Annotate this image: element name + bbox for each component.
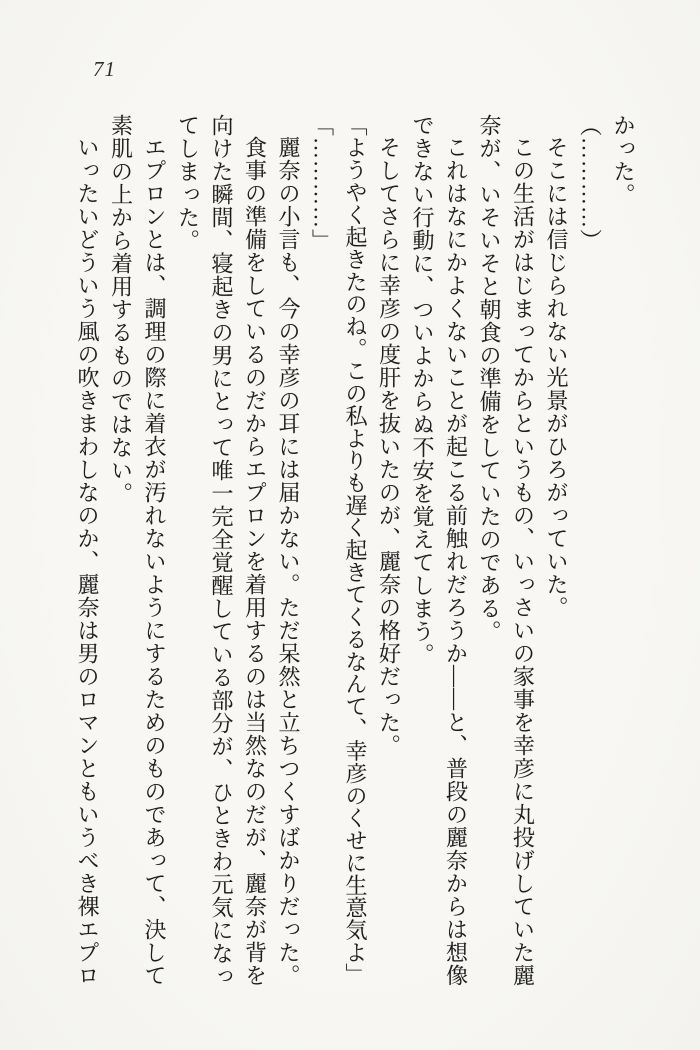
paragraph: 食事の準備をしているのだからエプロンを着用するのは当然なのだが、麗奈が背を向けた瞬間、寝起きの男にとって唯一完全覚醒している部分が、ひときわ元気になってしまった。 [175, 114, 268, 988]
paragraph: いったいどういう風の吹きまわしなのか、麗奈は男のロマンともいうべき裸エプロ [75, 136, 100, 987]
paragraph: 麗奈の小言も、今の幸彦の耳には届かない。ただ呆然と立ちつくすばかりだった。 [276, 136, 301, 987]
paragraph: そしてさらに幸彦の度肝を抜いたのが、麗奈の格好だった。 [376, 136, 402, 757]
paragraph: かった。 [611, 114, 636, 206]
paragraph: 「…………」 [309, 114, 335, 252]
page-number: 71 [93, 57, 116, 81]
paragraph: これはなにかよくないことが起こる前触れだろうか――と、普段の麗奈からは想像できない行動に、ついよからぬ不安を覚えてしまう。 [410, 114, 469, 987]
paragraph: （…………） [577, 114, 603, 252]
paragraph: 「ようやく起きたのね。この私よりも遅く起きてくるなんて、幸彦のくせに生意気よ」 [343, 114, 368, 986]
paragraph: この生活がはじまってからというもの、いっさいの家事を幸彦に丸投げしていた麗奈が、いそいそと朝食の準備をしていたのである。 [477, 114, 536, 987]
paragraph: そこには信じられない光景がひろがっていた。 [544, 136, 569, 619]
paragraph: エプロンとは、調理の際に着衣が汚れないようにするためのものであって、決して素肌の上から着用するものではない。 [108, 114, 167, 987]
page-text [66, 114, 640, 990]
